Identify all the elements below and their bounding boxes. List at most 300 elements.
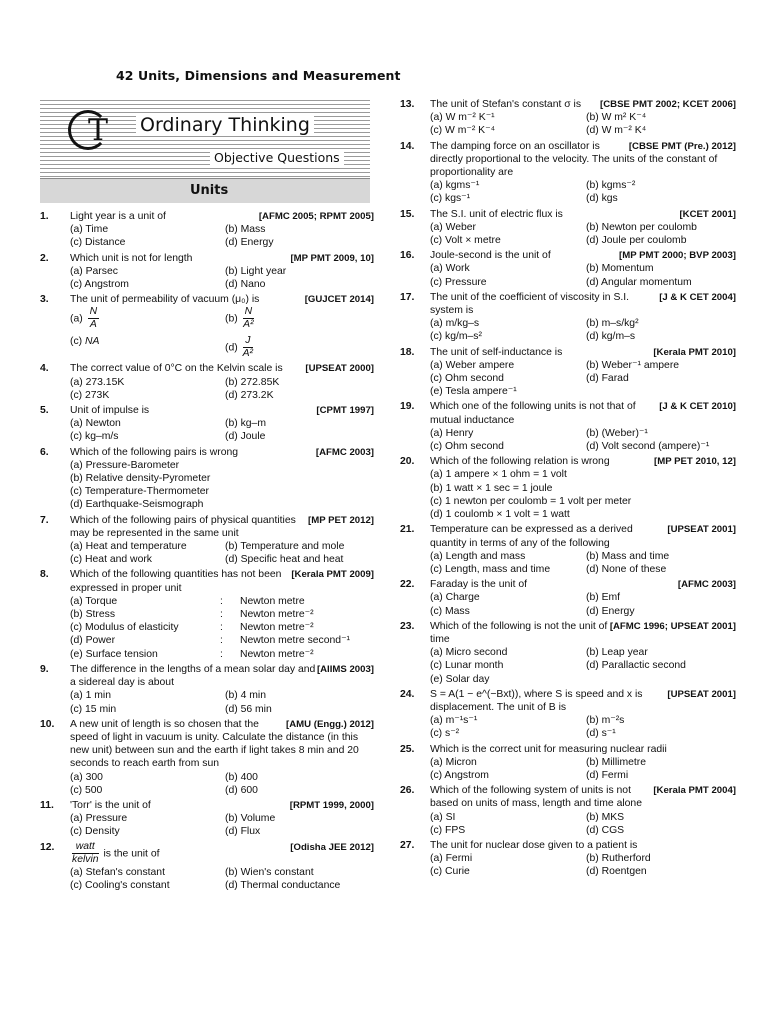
option: (c) 273K bbox=[70, 389, 110, 401]
question-text: The unit of the coefficient of viscosity in S.I. system is bbox=[430, 291, 630, 317]
option: (c) Angstrom bbox=[430, 769, 489, 781]
ordinary-thinking-banner bbox=[40, 92, 370, 206]
option: (a) 300 bbox=[70, 771, 103, 783]
question-text: Which of the following relation is wrong bbox=[430, 456, 610, 468]
options-grid bbox=[430, 317, 736, 343]
options-grid bbox=[430, 852, 736, 878]
question-text: Temperature can be expressed as a derived quantity in terms of any of the following bbox=[430, 524, 633, 549]
question-text: Which of the following pairs is wrong bbox=[70, 446, 239, 458]
option: (b) Weber⁻¹ ampere bbox=[586, 359, 680, 371]
exam-source: [Odisha JEE 2012] bbox=[290, 841, 374, 853]
question-text: Which one of the following units is not that of mutual inductance bbox=[430, 401, 636, 426]
option: (c) kg–m/s bbox=[70, 431, 119, 443]
question-number: 1. bbox=[40, 211, 49, 222]
option: (c) Angstrom bbox=[70, 279, 129, 291]
question-item bbox=[40, 840, 374, 892]
question-item bbox=[40, 718, 374, 797]
option: (b) MKS bbox=[586, 811, 625, 823]
options-grid bbox=[70, 306, 374, 360]
option: (d) Parallactic second bbox=[586, 660, 686, 672]
option: (d) 56 min bbox=[225, 703, 272, 715]
option: (d) Fermi bbox=[586, 769, 629, 781]
option: (e) Solar day bbox=[430, 673, 490, 685]
option: (c) Lunar month bbox=[430, 660, 504, 672]
pair-colon: : bbox=[220, 622, 223, 634]
option: (c) Cooling's constant bbox=[70, 879, 170, 891]
question-number: 20. bbox=[400, 456, 415, 468]
option: (a) kgms⁻¹ bbox=[430, 180, 480, 192]
question-item bbox=[400, 784, 736, 837]
option: (a) Henry bbox=[430, 427, 474, 439]
option: (d) None of these bbox=[586, 563, 667, 575]
option: (d) Farad bbox=[586, 373, 629, 385]
question-stem bbox=[430, 743, 736, 756]
question-list-left bbox=[40, 210, 374, 892]
options-grid bbox=[70, 866, 374, 892]
option: (b) W m² K⁻⁴ bbox=[586, 112, 647, 124]
option: (a) 1 ampere × 1 ohm = 1 volt bbox=[430, 469, 567, 481]
question-item bbox=[40, 210, 374, 250]
question-number: 2. bbox=[40, 252, 49, 264]
option: (d) Roentgen bbox=[586, 866, 647, 878]
options-grid bbox=[430, 811, 736, 837]
question-list-right bbox=[400, 98, 736, 879]
exam-source: [AIIMS 2003] bbox=[316, 663, 374, 675]
options-grid bbox=[70, 265, 374, 291]
option: (c) Length, mass and time bbox=[430, 563, 551, 575]
right-column bbox=[396, 92, 736, 881]
question-text: Which of the following system of units is not based on units of mass, length and time alone bbox=[430, 785, 642, 810]
question-number: 10. bbox=[40, 718, 55, 730]
options-grid bbox=[70, 771, 374, 797]
question-stem bbox=[430, 578, 736, 591]
option: (d) Joule bbox=[225, 431, 266, 443]
question-item bbox=[40, 568, 374, 660]
question-item bbox=[40, 362, 374, 402]
question-text: Unit of impulse is bbox=[70, 405, 150, 417]
exam-source: [MP PMT 2009, 10] bbox=[290, 252, 374, 264]
question-item bbox=[400, 743, 736, 783]
option: (a) Weber ampere bbox=[430, 359, 515, 371]
option: (b) 400 bbox=[225, 771, 258, 783]
question-text: Which unit is not for length bbox=[70, 252, 193, 264]
exam-source: [AFMC 2003] bbox=[677, 579, 736, 591]
option: (a) Stefan's constant bbox=[70, 866, 165, 878]
option-unit: Newton metre⁻² bbox=[240, 622, 314, 634]
question-stem bbox=[430, 249, 736, 262]
options-list bbox=[430, 468, 736, 521]
exam-source: [MP PET 2010, 12] bbox=[654, 456, 736, 468]
option: (a) Length and mass bbox=[430, 550, 526, 562]
option-letter: (b) bbox=[225, 313, 241, 325]
pair-colon: : bbox=[220, 635, 223, 647]
options-pairs bbox=[70, 595, 374, 661]
option-value: NA bbox=[85, 336, 100, 348]
exam-source: [CBSE PMT (Pre.) 2012] bbox=[628, 140, 736, 152]
question-stem bbox=[70, 446, 374, 459]
question-stem bbox=[430, 140, 736, 180]
option: (d) Joule per coulomb bbox=[586, 235, 687, 247]
option: (a) Heat and temperature bbox=[70, 541, 187, 553]
option: (d) W m⁻² K⁴ bbox=[586, 125, 647, 137]
options-list bbox=[70, 459, 374, 512]
question-text: Which of the following pairs of physical quantities may be represented in the same unit bbox=[70, 514, 296, 539]
question-item bbox=[400, 140, 736, 206]
option-letter: (c) bbox=[70, 336, 86, 348]
option-quantity: (b) Stress bbox=[70, 609, 116, 621]
option: (c) Distance bbox=[70, 237, 126, 249]
option: (d) Flux bbox=[225, 826, 261, 838]
question-number: 16. bbox=[400, 250, 415, 262]
option-pair bbox=[70, 648, 374, 661]
unit-fraction bbox=[72, 841, 99, 866]
options-grid bbox=[70, 540, 374, 566]
option: (b) m⁻²s bbox=[586, 715, 625, 727]
question-number: 9. bbox=[40, 663, 49, 675]
unit-fraction bbox=[243, 306, 255, 331]
option: (d) Energy bbox=[225, 237, 274, 249]
option: (b) Light year bbox=[225, 265, 287, 277]
left-column bbox=[36, 92, 376, 894]
ot-logo-icon: T bbox=[68, 110, 112, 154]
question-number: 13. bbox=[400, 99, 415, 110]
option: (c) 15 min bbox=[70, 703, 117, 715]
option: (d) kg/m–s bbox=[586, 331, 636, 343]
question-text: The unit for nuclear dose given to a patient is bbox=[430, 839, 638, 851]
exam-source: [GUJCET 2014] bbox=[304, 294, 374, 306]
exam-source: [Kerala PMT 2009] bbox=[291, 569, 374, 581]
option-pair bbox=[70, 634, 374, 647]
question-text: 'Torr' is the unit of bbox=[70, 799, 151, 811]
exam-source: [Kerala PMT 2004] bbox=[653, 785, 736, 797]
question-number: 4. bbox=[40, 363, 49, 375]
question-item bbox=[400, 839, 736, 879]
question-stem bbox=[70, 362, 374, 375]
exam-source: [AMU (Engg.) 2012] bbox=[286, 718, 374, 730]
question-text: Faraday is the unit of bbox=[430, 579, 528, 591]
question-text: Light year is a unit of bbox=[70, 211, 166, 222]
question-stem bbox=[70, 568, 374, 594]
question-text: is the unit of bbox=[103, 847, 160, 859]
question-number: 7. bbox=[40, 514, 49, 526]
pair-colon: : bbox=[220, 595, 223, 607]
options-grid bbox=[70, 417, 374, 443]
question-stem bbox=[70, 841, 374, 866]
question-text: The unit of permeability of vacuum (μ₀) is bbox=[70, 294, 260, 306]
question-item bbox=[40, 446, 374, 512]
option-letter: (a) bbox=[70, 313, 86, 325]
question-item bbox=[400, 291, 736, 344]
option: (d) kgs bbox=[586, 193, 618, 205]
option: (b) m–s/kg² bbox=[586, 318, 639, 330]
question-stem bbox=[430, 208, 736, 221]
option: (b) Momentum bbox=[586, 263, 654, 275]
question-stem bbox=[70, 252, 374, 265]
option: (b) Mass and time bbox=[586, 550, 670, 562]
option-unit: Newton metre⁻² bbox=[240, 648, 314, 660]
option: (a) W m⁻² K⁻¹ bbox=[430, 112, 495, 124]
option: (b) Temperature and mole bbox=[225, 541, 345, 553]
options-grid bbox=[430, 427, 736, 453]
question-text: The difference in the lengths of a mean solar day and a sidereal day is about bbox=[70, 663, 316, 689]
options-grid bbox=[430, 262, 736, 288]
option: (c) s⁻² bbox=[430, 728, 460, 740]
option: (d) 1 coulomb × 1 volt = 1 watt bbox=[430, 509, 570, 521]
option: (d) Volt second (ampere)⁻¹ bbox=[586, 441, 710, 453]
question-number: 22. bbox=[400, 579, 415, 591]
question-number: 18. bbox=[400, 346, 415, 358]
question-item bbox=[400, 578, 736, 618]
question-text: S = A(1 − e^(−Bxt)), where S is speed and x is displacement. The unit of B is bbox=[430, 688, 643, 713]
option: (b) Wien's constant bbox=[225, 866, 314, 878]
question-number: 12. bbox=[40, 841, 55, 853]
fraction-denominator: kelvin bbox=[72, 853, 99, 865]
question-stem bbox=[70, 799, 374, 812]
question-item bbox=[400, 455, 736, 521]
option: (c) Temperature-Thermometer bbox=[70, 486, 209, 498]
option: (a) m/kg–s bbox=[430, 318, 480, 330]
question-number: 15. bbox=[400, 208, 415, 220]
option: (c) 1 newton per coulomb = 1 volt per meter bbox=[430, 495, 632, 507]
option: (c) kg/m–s² bbox=[430, 331, 482, 343]
option: (c) W m⁻² K⁻⁴ bbox=[430, 125, 496, 137]
question-item bbox=[400, 98, 736, 138]
option: (a) Fermi bbox=[430, 853, 473, 865]
option: (a) Micro second bbox=[430, 647, 508, 659]
option: (d) Energy bbox=[586, 605, 635, 617]
options-grid bbox=[430, 111, 736, 137]
option: (c) Volt × metre bbox=[430, 235, 501, 247]
question-item bbox=[400, 249, 736, 289]
question-number: 5. bbox=[40, 405, 49, 417]
option: (c) Curie bbox=[430, 866, 470, 878]
options-grid bbox=[70, 812, 374, 838]
option: (c) Ohm second bbox=[430, 373, 504, 385]
question-text: Which of the following quantities has not been expressed in proper unit bbox=[70, 569, 282, 594]
option: (b) Rutherford bbox=[586, 853, 651, 865]
question-stem bbox=[430, 346, 736, 359]
question-text: Which of the following is not the unit of time bbox=[430, 620, 608, 645]
unit-fraction bbox=[88, 306, 100, 331]
question-item bbox=[400, 688, 736, 741]
exam-source: [Kerala PMT 2010] bbox=[653, 346, 736, 358]
option: (a) Pressure-Barometer bbox=[70, 459, 180, 471]
option-pair bbox=[70, 595, 374, 608]
exam-source: [MP PET 2012] bbox=[308, 514, 374, 526]
section-band bbox=[40, 178, 370, 203]
option bbox=[225, 335, 374, 360]
exam-source: [CBSE PMT 2002; KCET 2006] bbox=[600, 99, 736, 110]
question-number: 24. bbox=[400, 688, 415, 700]
question-stem bbox=[70, 210, 374, 223]
banner-subtitle: Objective Questions bbox=[210, 150, 344, 165]
exam-source: [UPSEAT 2001] bbox=[667, 524, 736, 536]
exam-source: [RPMT 1999, 2000] bbox=[289, 799, 374, 811]
option: (d) Specific heat and heat bbox=[225, 554, 344, 566]
exam-source: [KCET 2001] bbox=[679, 208, 736, 220]
question-item bbox=[40, 404, 374, 444]
option: (d) 273.2K bbox=[225, 389, 274, 401]
option: (c) Mass bbox=[430, 605, 470, 617]
option: (c) Pressure bbox=[430, 276, 487, 288]
question-text: The unit of self-inductance is bbox=[430, 346, 563, 358]
question-item bbox=[40, 293, 374, 360]
question-stem bbox=[430, 688, 736, 714]
option bbox=[70, 335, 219, 360]
options-grid bbox=[430, 359, 736, 399]
option: (b) kg–m bbox=[225, 418, 266, 430]
option: (b) kgms⁻² bbox=[586, 180, 636, 192]
question-text: Which is the correct unit for measuring nuclear radii bbox=[430, 743, 667, 755]
question-stem bbox=[70, 514, 374, 540]
fraction-denominator: A² bbox=[242, 348, 253, 360]
question-text: The S.I. unit of electric flux is bbox=[430, 208, 563, 220]
option-quantity: (d) Power bbox=[70, 635, 116, 647]
question-number: 11. bbox=[40, 799, 54, 811]
question-item bbox=[40, 514, 374, 567]
option: (d) s⁻¹ bbox=[586, 728, 616, 740]
exam-source: [J & K CET 2010] bbox=[659, 401, 736, 413]
question-stem bbox=[430, 98, 736, 111]
option: (b) Emf bbox=[586, 592, 621, 604]
option: (a) Parsec bbox=[70, 265, 118, 277]
fraction-numerator: J bbox=[243, 335, 253, 348]
exam-source: [UPSEAT 2001] bbox=[667, 688, 736, 700]
options-grid bbox=[70, 376, 374, 402]
fraction-numerator: N bbox=[89, 306, 98, 318]
question-stem bbox=[430, 291, 736, 317]
question-item bbox=[40, 799, 374, 839]
exam-source: [J & K CET 2004] bbox=[659, 291, 736, 303]
question-number: 23. bbox=[400, 620, 415, 632]
option: (c) Density bbox=[70, 826, 120, 838]
question-stem bbox=[430, 620, 736, 646]
option: (b) 4 min bbox=[225, 690, 266, 702]
page-title: 42 Units, Dimensions and Measurement bbox=[116, 68, 401, 83]
option-blank bbox=[586, 673, 736, 686]
question-number: 17. bbox=[400, 291, 415, 303]
option: (d) Nano bbox=[225, 279, 266, 291]
question-number: 3. bbox=[40, 294, 49, 306]
options-grid bbox=[430, 646, 736, 686]
option-unit: Newton metre bbox=[240, 595, 305, 607]
exam-source: [AFMC 2003] bbox=[315, 446, 374, 458]
option-quantity: (c) Modulus of elasticity bbox=[70, 622, 179, 634]
question-number: 14. bbox=[400, 140, 415, 152]
option: (c) Ohm second bbox=[430, 441, 504, 453]
option: (e) Tesla ampere⁻¹ bbox=[430, 386, 517, 398]
option: (b) Millimetre bbox=[586, 756, 647, 768]
question-number: 21. bbox=[400, 524, 415, 536]
option: (b) Newton per coulomb bbox=[586, 221, 697, 233]
option: (c) FPS bbox=[430, 824, 466, 836]
banner-title: Ordinary Thinking bbox=[136, 114, 314, 136]
option: (a) 1 min bbox=[70, 690, 111, 702]
unit-fraction bbox=[243, 335, 253, 360]
options-grid bbox=[430, 714, 736, 740]
question-number: 6. bbox=[40, 446, 49, 458]
option-pair bbox=[70, 608, 374, 621]
options-grid bbox=[70, 223, 374, 249]
question-stem bbox=[430, 455, 736, 468]
option: (a) Micron bbox=[430, 756, 477, 768]
option: (b) Mass bbox=[225, 224, 266, 236]
option: (b) Leap year bbox=[586, 647, 648, 659]
option: (c) kgs⁻¹ bbox=[430, 193, 471, 205]
question-stem bbox=[430, 400, 736, 426]
options-grid bbox=[430, 550, 736, 576]
option: (b) Volume bbox=[225, 813, 276, 825]
option: (a) Weber bbox=[430, 221, 477, 233]
option: (a) Newton bbox=[70, 418, 121, 430]
fraction-denominator: A bbox=[89, 319, 97, 331]
option: (d) CGS bbox=[586, 824, 625, 836]
option: (d) 600 bbox=[225, 784, 258, 796]
pair-colon: : bbox=[220, 609, 223, 621]
option-pair bbox=[70, 621, 374, 634]
option: (a) Work bbox=[430, 263, 470, 275]
question-stem bbox=[430, 523, 736, 549]
question-item bbox=[400, 620, 736, 686]
exam-source: [UPSEAT 2000] bbox=[305, 363, 374, 375]
question-text: The damping force on an oscillator is directly proportional to the velocity. The units of the constant of proportionality are bbox=[430, 140, 718, 179]
options-grid bbox=[430, 179, 736, 205]
option: (a) Time bbox=[70, 224, 109, 236]
option-blank bbox=[586, 385, 736, 398]
question-item bbox=[40, 663, 374, 716]
question-number: 8. bbox=[40, 569, 49, 581]
question-text: Joule-second is the unit of bbox=[430, 250, 551, 262]
pair-colon: : bbox=[220, 648, 223, 660]
option-letter: (d) bbox=[225, 342, 241, 354]
exam-source: [AFMC 2005; RPMT 2005] bbox=[258, 211, 374, 222]
fraction-numerator: N bbox=[244, 306, 253, 318]
fraction-numerator: watt bbox=[72, 841, 99, 854]
question-number: 25. bbox=[400, 743, 415, 755]
question-stem bbox=[70, 293, 374, 306]
fraction-denominator: A² bbox=[243, 319, 254, 331]
option: (d) Earthquake-Seismograph bbox=[70, 499, 204, 511]
option: (b) (Weber)⁻¹ bbox=[586, 427, 648, 439]
question-text: The unit of Stefan's constant σ is bbox=[430, 99, 582, 110]
options-grid bbox=[430, 221, 736, 247]
section-title: Units bbox=[190, 183, 229, 198]
question-number: 19. bbox=[400, 401, 415, 413]
option: (b) Relative density-Pyrometer bbox=[70, 473, 211, 485]
question-number: 27. bbox=[400, 839, 415, 851]
option: (a) Charge bbox=[430, 592, 480, 604]
option: (a) m⁻¹s⁻¹ bbox=[430, 715, 478, 727]
exam-source: [MP PMT 2000; BVP 2003] bbox=[619, 250, 736, 262]
option-quantity: (a) Torque bbox=[70, 595, 118, 607]
question-item bbox=[400, 400, 736, 453]
option: (a) 273.15K bbox=[70, 376, 125, 388]
question-text: A new unit of length is so chosen that the speed of light in vacuum is unity. Calculate the distance (in this new unit) between sun and the earth if light takes 8 min and 20 seconds to reach earth from sun bbox=[70, 718, 359, 770]
question-stem bbox=[430, 784, 736, 810]
question-item bbox=[40, 252, 374, 292]
option: (a) Pressure bbox=[70, 813, 128, 825]
option: (d) Thermal conductance bbox=[225, 879, 341, 891]
exam-source: [CPMT 1997] bbox=[316, 405, 374, 417]
exam-source: [AFMC 1996; UPSEAT 2001] bbox=[609, 620, 736, 632]
question-stem bbox=[430, 839, 736, 852]
question-stem bbox=[70, 663, 374, 689]
question-stem bbox=[70, 718, 374, 771]
question-stem bbox=[70, 404, 374, 417]
question-text: The correct value of 0°C on the Kelvin scale is bbox=[70, 363, 283, 375]
option-unit: Newton metre⁻² bbox=[240, 609, 314, 621]
options-grid bbox=[70, 689, 374, 715]
